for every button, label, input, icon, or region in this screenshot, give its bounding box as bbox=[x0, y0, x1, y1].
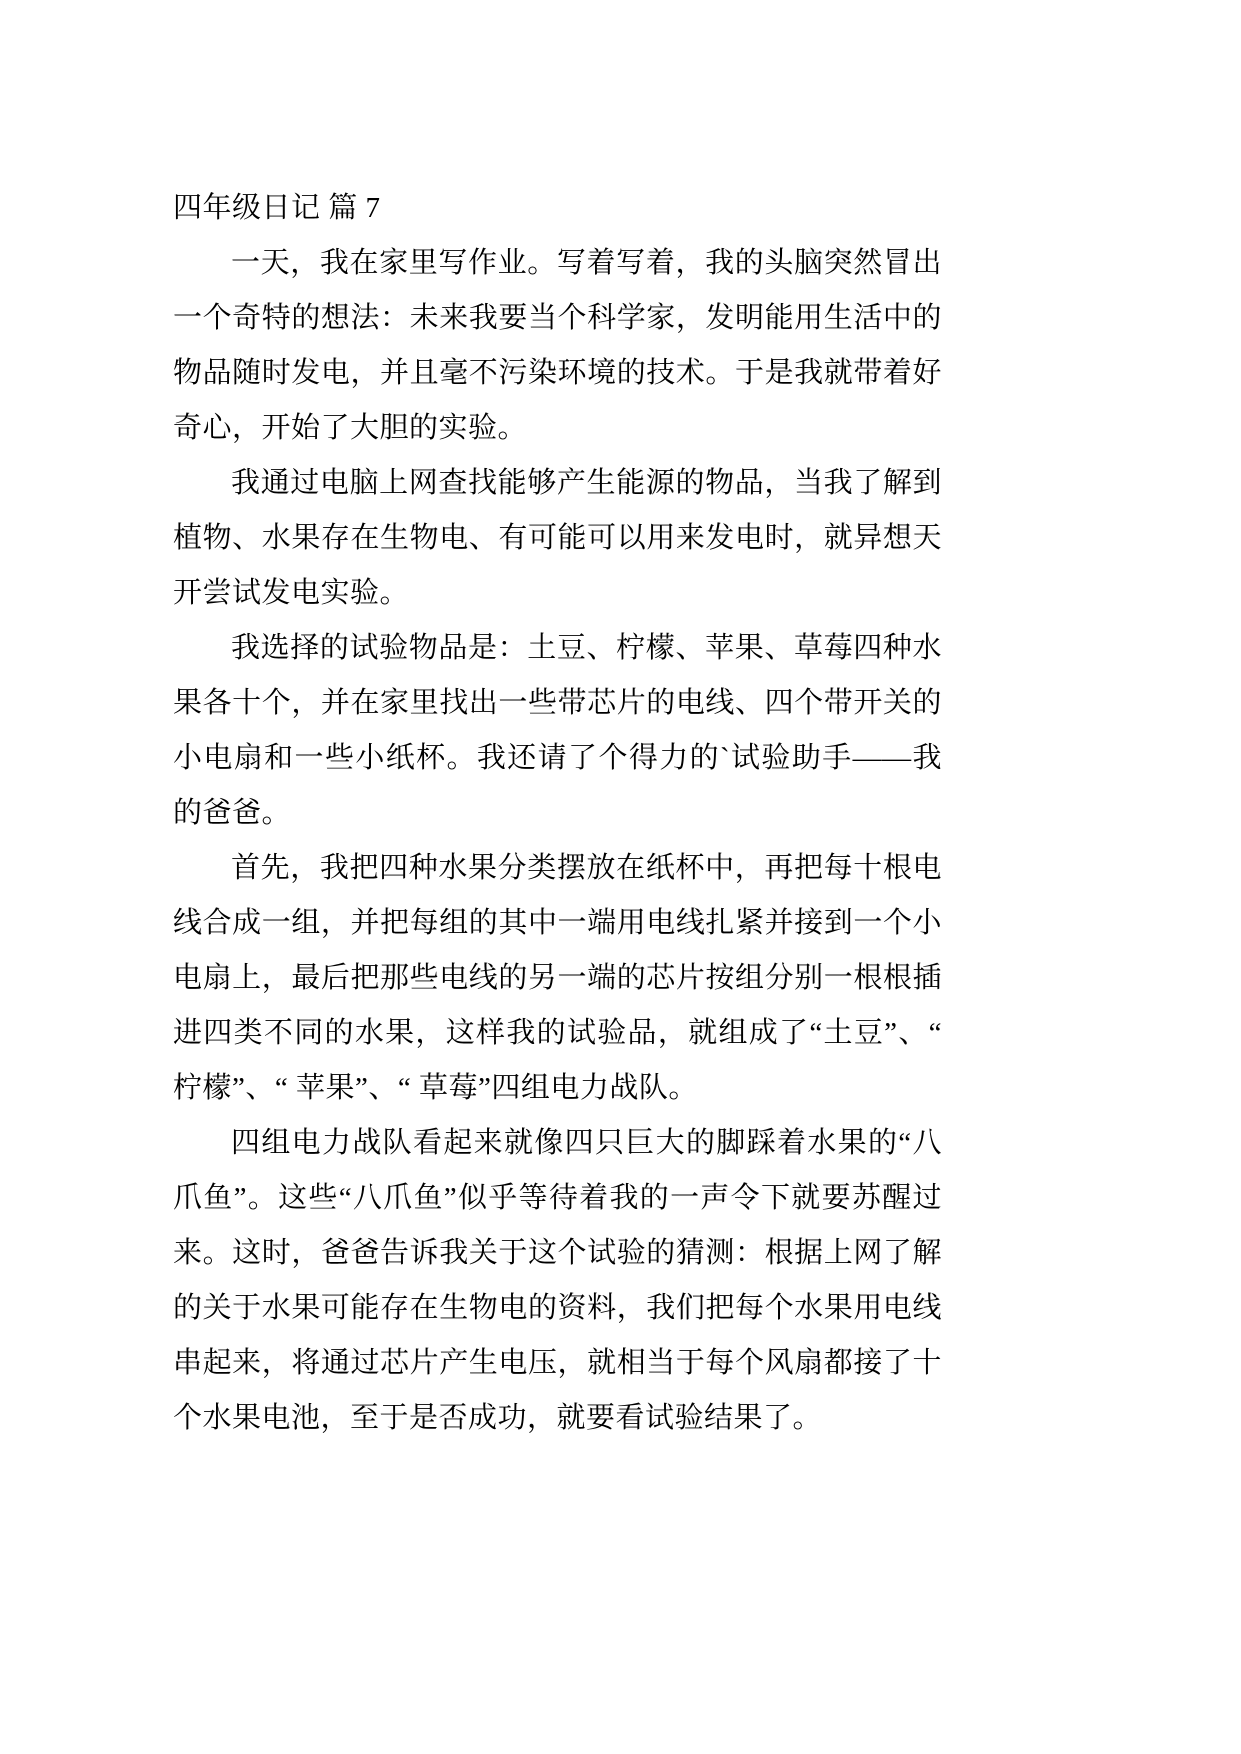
document-title: 四年级日记 篇 7 bbox=[173, 192, 381, 224]
paragraph-5: 四组电力战队看起来就像四只巨大的脚踩着水果的“八爪鱼”。这些“八爪鱼”似乎等待着我的一声令下就要苏醒过来。这时，爸爸告诉我关于这个试验的猜测：根据上网了解的关于水果可能存在生物电的资料，我们把每个水果用电线串起来，将通过芯片产生电压，就相当于每个风扇都接了十个水果电池，至于是否成功，就要看试验结果了。 bbox=[173, 1127, 942, 1434]
paragraph-3: 我选择的试验物品是：土豆、柠檬、苹果、草莓四种水果各十个，并在家里找出一些带芯片的电线、四个带开关的小电扇和一些小纸杯。我还请了个得力的`试验助手——我的爸爸。 bbox=[173, 632, 942, 829]
paragraph-4: 首先，我把四种水果分类摆放在纸杯中，再把每十根电线合成一组，并把每组的其中一端用电线扎紧并接到一个小电扇上，最后把那些电线的另一端的芯片按组分别一根根插进四类不同的水果，这样我的试验品，就组成了“土豆”、“ 柠檬”、“ 苹果”、“ 草莓”四组电力战队。 bbox=[173, 852, 942, 1104]
paragraph-2: 我通过电脑上网查找能够产生能源的物品，当我了解到植物、水果存在生物电、有可能可以用来发电时，就异想天开尝试发电实验。 bbox=[173, 467, 942, 609]
paragraph-1: 一天，我在家里写作业。写着写着，我的头脑突然冒出一个奇特的想法：未来我要当个科学家，发明能用生活中的物品随时发电，并且毫不污染环境的技术。于是我就带着好奇心，开始了大胆的实验。 bbox=[173, 247, 942, 444]
document-text-block bbox=[173, 181, 942, 1446]
